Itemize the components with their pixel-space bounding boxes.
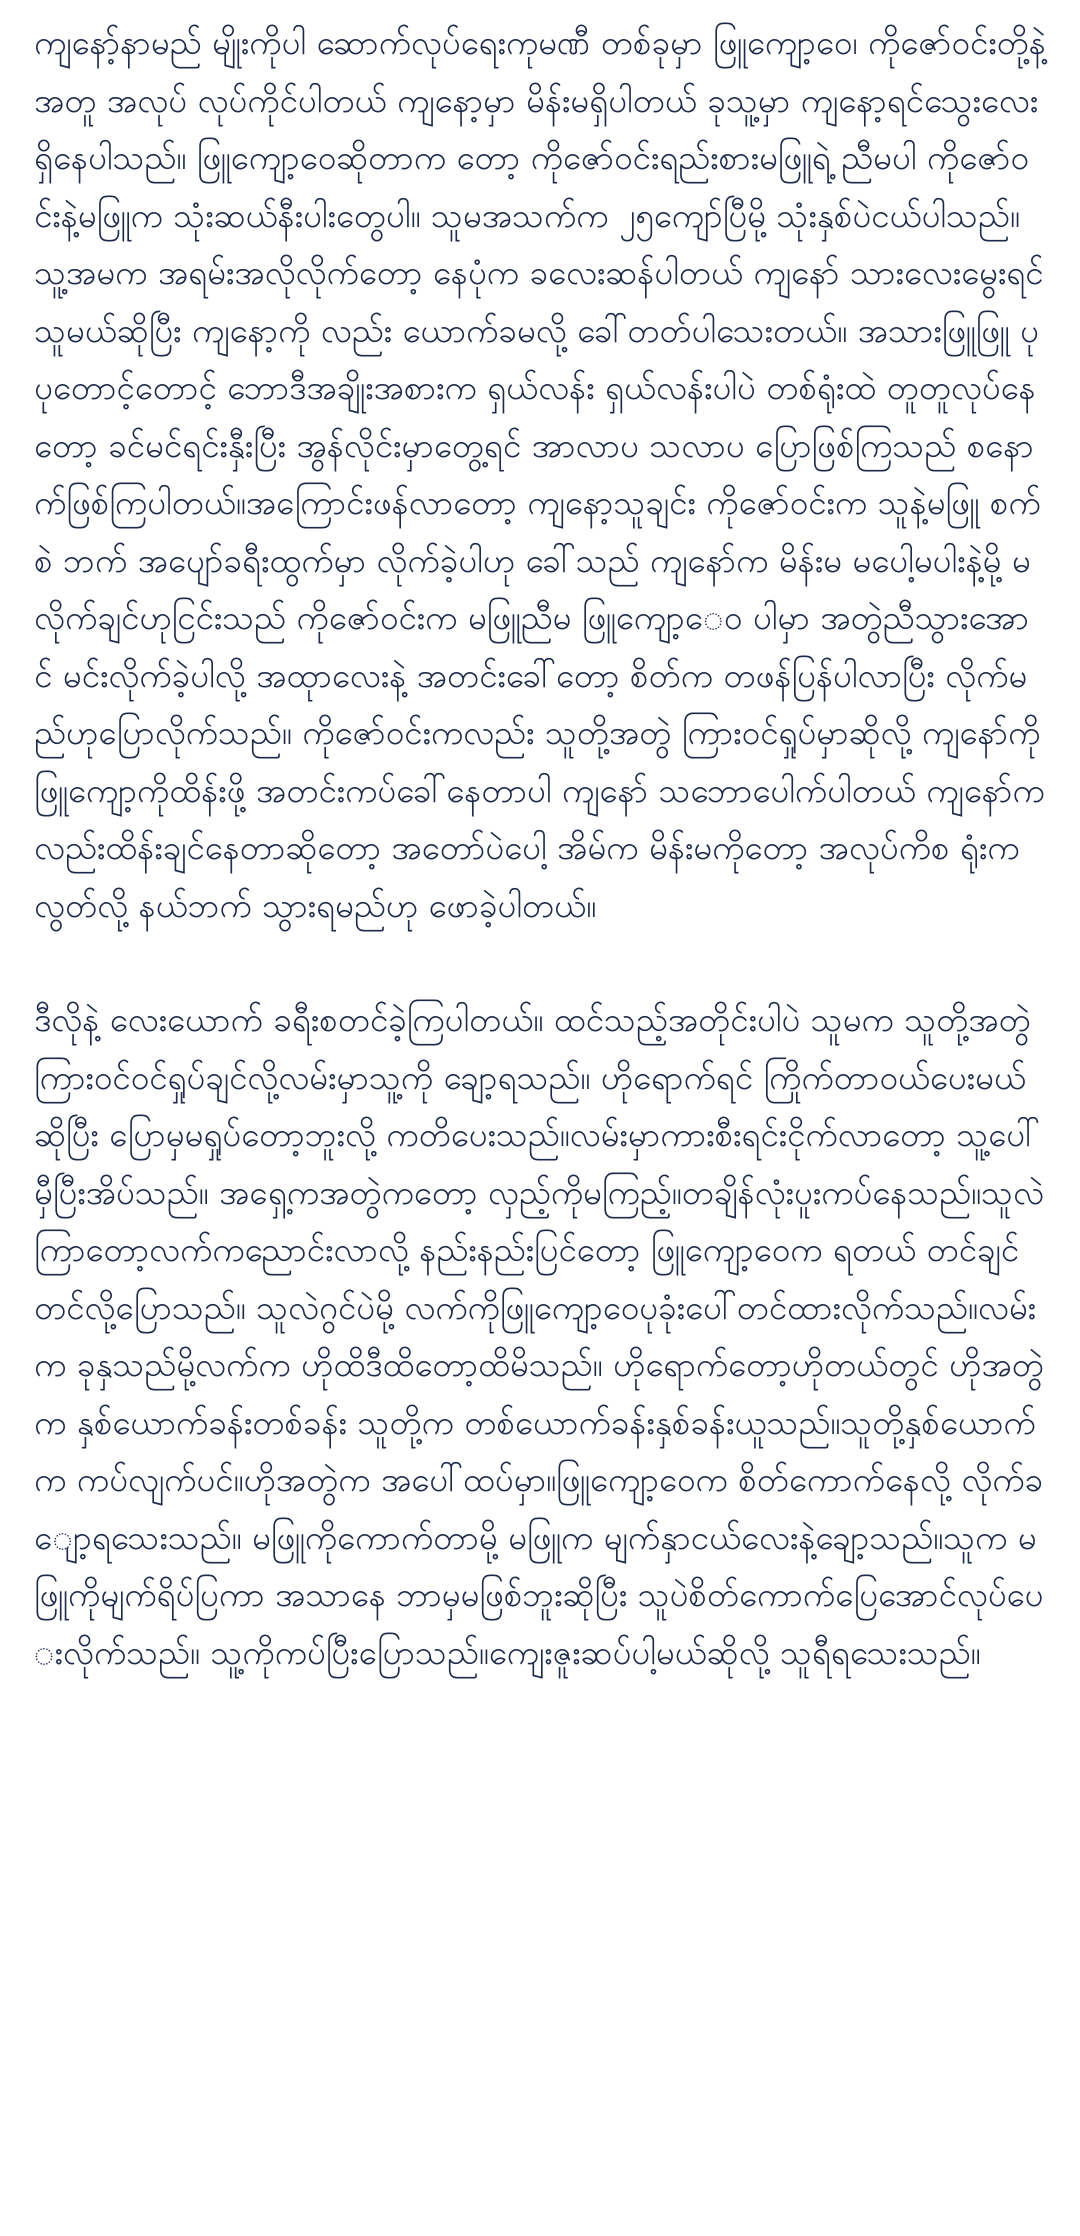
paragraph-2: ဒီလိုနဲ့ လေးယောက် ခရီးစတင်ခဲ့ကြပါတယ်။ ထင်သည့်အတိုင်းပါပဲ သူမက သူတို့အတွဲ ကြားဝင်ဝင်ရှုပ်ချင်လို့လမ်းမှာသူ့ကို ချော့ရသည်။ ဟိုရောက်ရင် ကြိုက်တာဝယ်ပေးမယ်ဆိုပြီး ပြောမှမရှုပ်တော့ဘူးလို့ ကတိပေးသည်။လမ်းမှာကားစီးရင်းငိုက်လာတော့ သူ့ပေါ်မှီပြီးအိပ်သည်။ အရှေ့ကအတွဲကတော့ လှည့်ကိုမကြည့်။တချိန်လုံးပူးကပ်နေသည်။သူလဲကြာတော့လက်ကညောင်းလာလို့ နည်းနည်းပြင်တော့ ဖြူကျော့ဝေက ရတယ် တင်ချင်တင်လို့ပြောသည်။ သူလဲဂွင်ပဲမို့ လက်ကိုဖြူကျော့ဝေပုခုံးပေါ်တင်ထားလိုက်သည်။လမ်းက ခုနှသည်မို့လက်က ဟိုထိဒီထိတော့ထိမိသည်။ ဟိုရောက်တော့ဟိုတယ်တွင် ဟိုအတွဲက နှစ်ယောက်ခန်းတစ်ခန်း သူတို့က တစ်ယောက်ခန်းနှစ်ခန်းယူသည်။သူတို့နှစ်ယောက်က ကပ်လျက်ပင်။ဟိုအတွဲက အပေါ်ထပ်မှာ။ဖြူကျော့ဝေက စိတ်ကောက်နေလို့ လိုက်ချော့ရသေးသည်။ မဖြူကိုကောက်တာမို့ မဖြူက မျက်နှာငယ်လေးနဲ့ချော့သည်။သူက မဖြူကိုမျက်ရိပ်ပြကာ အသာနေ ဘာမှမဖြစ်ဘူးဆိုပြီး သူပဲစိတ်ကောက်ပြေအောင်လုပ်ပေးလိုက်သည်။ သူ့ကိုကပ်ပြီးပြောသည်။ကျေးဇူးဆပ်ပါ့မယ်ဆိုလို့ သူရီရသေးသည်။ bbox=[34, 1000, 1044, 1672]
article-body bbox=[34, 14, 1046, 1681]
paragraph-spacer bbox=[34, 934, 1046, 991]
paragraph-1: ကျနော့်နာမည် မျိုးကိုပါ ဆောက်လုပ်ရေးကုမဏီ တစ်ခုမှာ ဖြူကျော့ဝေ၊ ကိုဇော်ဝင်းတို့နဲ့အတူ အလုပ် လုပ်ကိုင်ပါတယ် ကျနော့မှာ မိန်းမရှိပါတယ် ခုသူ့မှာ ကျနော့ရင်သွေးလေး ရှိနေပါသည်။ ဖြူကျော့ဝေဆိုတာက တော့ ကိုဇော်ဝင်းရည်းစားမဖြူရဲ့ ညီမပါ ကိုဇော်ဝင်းနဲ့မဖြူက သုံးဆယ်နီးပါးတွေပါ။ သူမအသက်က ၂၅ကျော်ပြီမို့ သုံးနှစ်ပဲငယ်ပါသည်။ သူ့အမက အရမ်းအလိုလိုက်တော့ နေပုံက ခလေးဆန်ပါတယ် ကျနော် သားလေးမွေးရင်သူမယ်ဆိုပြီး ကျနော့ကို လည်း ယောက်ခမလို့ ခေါ်တတ်ပါသေးတယ်။ အသားဖြူဖြူ ပုပုတောင့်တောင့် ဘောဒီအချိုးအစားက ရှယ်လန်း ရှယ်လန်းပါပဲ တစ်ရုံးထဲ တူတူလုပ်နေတော့ ခင်မင်ရင်းနှီးပြီး အွန်လိုင်းမှာတွေ့ရင် အာလာပ သလာပ ပြောဖြစ်ကြသည် စနောက်ဖြစ်ကြပါတယ်။အကြောင်းဖန်လာတော့ ကျနော့သူချင်း ကိုဇော်ဝင်းက သူနဲ့မဖြူ စက်စဲ ဘက် အပျော်ခရီးထွက်မှာ လိုက်ခဲ့ပါဟု ခေါ်သည် ကျနော်က မိန်းမ မပေါ့မပါးနဲ့မို့ မလိုက်ချင်ဟုငြင်းသည် ကိုဇော်ဝင်းက မဖြူညီမ ဖြူကျော့ေဝ ပါမှာ အတွဲညီသွားအောင် မင်းလိုက်ခဲ့ပါလို့ အထုာလေးနဲ့ အတင်းခေါ်တော့ စိတ်က တဖန်ပြန်ပါလာပြီး လိုက်မည်ဟုပြောလိုက်သည်။ ကိုဇော်ဝင်းကလည်း သူတို့အတွဲ ကြားဝင်ရှုပ်မှာဆိုလို့ ကျနော်ကို ဖြူကျော့ကိုထိန်းဖို့ အတင်းကပ်ခေါ်နေတာပါ ကျနော် သဘောပေါက်ပါတယ် ကျနော်ကလည်းထိန်းချင်နေတာဆိုတော့ အတော်ပဲပေါ့ အိမ်က မိန်းမကိုတော့ အလုပ်ကိစ ရုံးကလွတ်လို့ နယ်ဘက် သွားရမည်ဟု ဖောခဲ့ပါတယ်။ bbox=[34, 23, 1046, 925]
